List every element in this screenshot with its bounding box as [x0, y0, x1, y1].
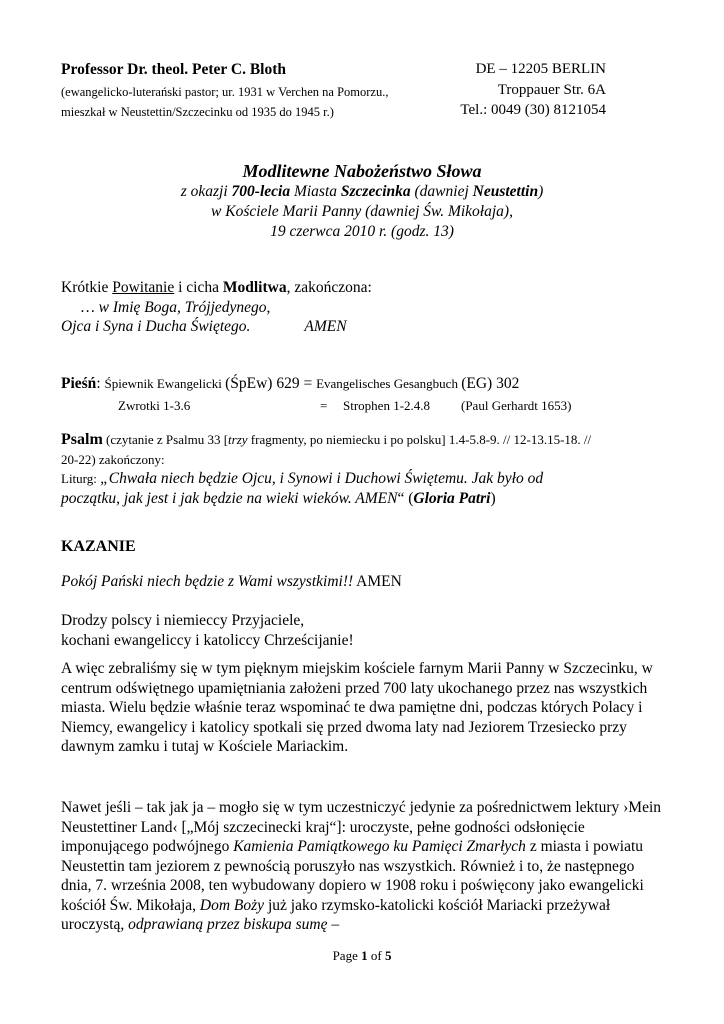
paragraph-2: Nawet jeśli – tak jak ja – mogło się w tym uczestniczyć jedynie za pośrednictwem lektury ›Mein Neustettiner Land‹ [„Mój szczecinecki kraj“]: uroczyste, pełne godności odsłonięcie imponującego podwójnego Kamienia Pamiątkowego ku Pamięci Zmarłych z miasta i powiatu Neustettin tam jeziorem z pewnością poruszyło nas wszystkich. Również i to, że następnego dnia, 7. września 2008, ten wybudowany dopiero w 1908 roku i poświęcony jako ewangelicki kościół Św. Mikołaja, Dom Boży już jako rzymsko-katolicki kościół Mariacki przeżywał uroczystą, odprawianą przez biskupa sumę – — [61, 799, 662, 933]
salutation-line-1: Drodzy polscy i niemieccy Przyjaciele, — [61, 612, 305, 629]
powitanie-line-3: Ojca i Syna i Ducha Świętego. AMEN — [61, 318, 347, 335]
author-bio-line-1: (ewangelicko-luterański pastor; ur. 1931 w Verchen na Pomorzu., — [61, 85, 389, 99]
psalm-line-1: Psalm (czytanie z Psalmu 33 [trzy fragmenty, po niemiecku i po polsku] 1.4-5.8-9. // 12-13.15-18. // — [61, 431, 592, 448]
powitanie-line-1: Krótkie Powitanie i cicha Modlitwa, zakończona: — [61, 279, 372, 296]
psalm-line-2: 20-22) zakończony: — [61, 451, 165, 467]
kazanie-greeting: Pokój Pański niech będzie z Wami wszystkimi!! AMEN — [61, 573, 402, 590]
psalm-line-4: początku, jak jest i jak będzie na wieki wieków. AMEN“ (Gloria Patri) — [61, 489, 496, 507]
section-psalm — [61, 430, 665, 508]
document-title: Modlitewne Nabożeństwo Słowa — [242, 161, 482, 181]
title-block — [0, 160, 724, 242]
title-subline-3: 19 czerwca 2010 r. (godz. 13) — [270, 223, 454, 240]
title-subline-2: w Kościele Marii Panny (dawniej Św. Mikołaja), — [211, 203, 513, 220]
section-piesn — [61, 374, 665, 413]
kazanie-salutation — [61, 611, 665, 650]
kazanie-heading: KAZANIE — [61, 538, 136, 555]
author-bio-line-2: mieszkał w Neustettin/Szczecinku od 1935 do 1945 r.) — [61, 105, 334, 119]
psalm-line-3: Liturg: „Chwała niech będzie Ojcu, i Synowi i Duchowi Świętemu. Jak było od — [61, 470, 544, 487]
title-subline-1: z okazji 700-lecia Miasta Szczecinka (dawniej Neustettin) — [180, 183, 544, 200]
salutation-line-2: kochani ewangeliccy i katoliccy Chrześcijanie! — [61, 631, 354, 649]
page-number: Page 1 of 5 — [332, 948, 392, 963]
paragraph-1: A więc zebraliśmy się w tym pięknym miejskim kościele farnym Marii Panny w Szczecinku, w centrum odświętnego upamiętniania założeni przed 700 laty ukochanego przez nas wszystkich miasta. Wielu będzie właśnie teraz wspominać te dwa pamiętne dni, podczas których Polacy i Niemcy, ewangelicy i katolicy spotkali się przed dwoma laty nad Jeziorem Trzesiecko przy dawnym zamku i tutaj w Kościele Mariackim. — [61, 660, 653, 755]
section-powitanie — [61, 278, 665, 337]
author-name: Professor Dr. theol. Peter C. Bloth — [61, 61, 286, 78]
piesn-line-2: Zwrotki 1-3.6 = Strophen 1-2.4.8 (Paul Gerhardt 1653) — [118, 397, 572, 413]
address-phone: Tel.: 0049 (30) 8121054 — [460, 102, 606, 118]
address-city: DE – 12205 BERLIN — [475, 61, 606, 77]
powitanie-line-2: … w Imię Boga, Trójjedynego, — [81, 298, 271, 316]
address-street: Troppauer Str. 6A — [497, 82, 606, 98]
piesn-line-1: Pieśń: Śpiewnik Ewangelicki (ŚpEw) 629 = Evangelisches Gesangbuch (EG) 302 — [61, 375, 520, 392]
